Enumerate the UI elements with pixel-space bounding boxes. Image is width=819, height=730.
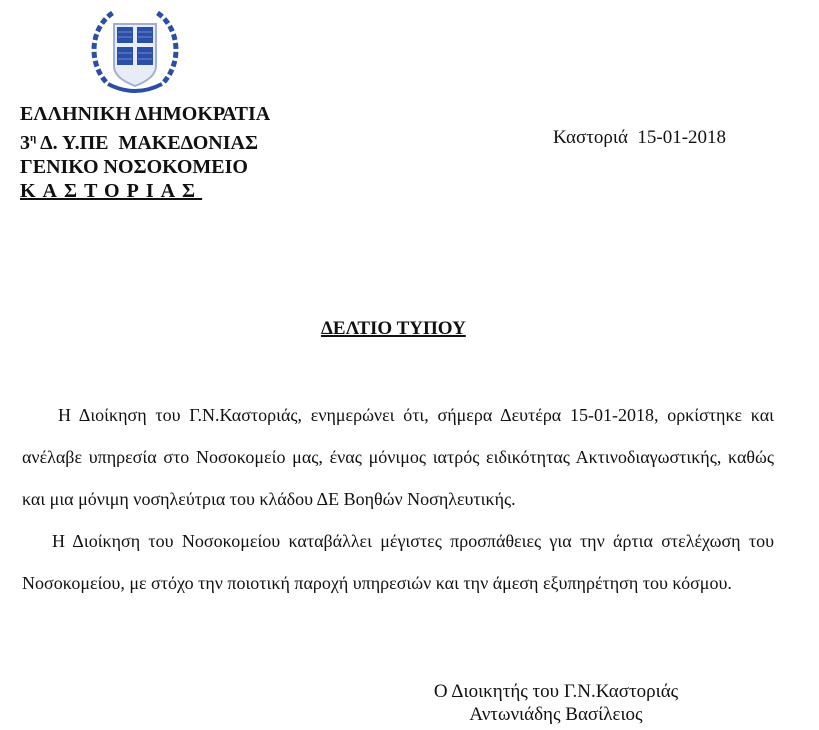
header-health-region: $3^\eta$ Δ. Υ.ΠΕ ΜΑΚΕΔΟΝΙΑΣ: [20, 132, 259, 154]
place-date: Καστοριά 15-01-2018: [553, 127, 727, 148]
organization-header: [20, 102, 270, 203]
signature-name: Αντωνιάδης Βασίλειος: [469, 704, 643, 725]
document-title: ΔΕΛΤΙΟ ΤΥΠΟΥ: [321, 318, 466, 339]
greek-coat-of-arms-icon: [86, 2, 184, 98]
header-city: ΚΑΣΤΟΡΙΑΣ: [20, 180, 203, 202]
paragraph2-line2: Νοσοκομείου, με στόχο την ποιοτική παροχή υπηρεσιών και την άμεση εξυπηρέτηση του κόσμου.: [22, 573, 732, 593]
header-hospital: ΓΕΝΙΚΟ ΝΟΣΟΚΟΜΕΙΟ: [20, 156, 248, 178]
header-republic: ΕΛΛΗΝΙΚΗ ΔΗΜΟΚΡΑΤΙΑ: [20, 103, 271, 125]
paragraph1-line2: ανέλαβε υπηρεσία στο Νοσοκομείο μας, ένας μόνιμος ιατρός ειδικότητας Ακτινοδιαγωστικής, καθώς: [22, 447, 774, 467]
paragraph2-line1: Η Διοίκηση του Νοσοκομείου καταβάλλει μέγιστες προσπάθειες για την άρτια στελέχωση του: [52, 531, 774, 551]
paragraph1-line3: και μια μόνιμη νοσηλεύτρια του κλάδου ΔΕ Βοηθών Νοσηλευτικής.: [22, 489, 516, 509]
signature-role: Ο Διοικητής του Γ.Ν.Καστοριάς: [433, 681, 679, 702]
signature-block: [416, 680, 696, 726]
paragraph1-line1: Η Διοίκηση του Γ.Ν.Καστοριάς, ενημερώνει ότι, σήμερα Δευτέρα 15-01-2018, ορκίστηκε και: [58, 405, 774, 425]
